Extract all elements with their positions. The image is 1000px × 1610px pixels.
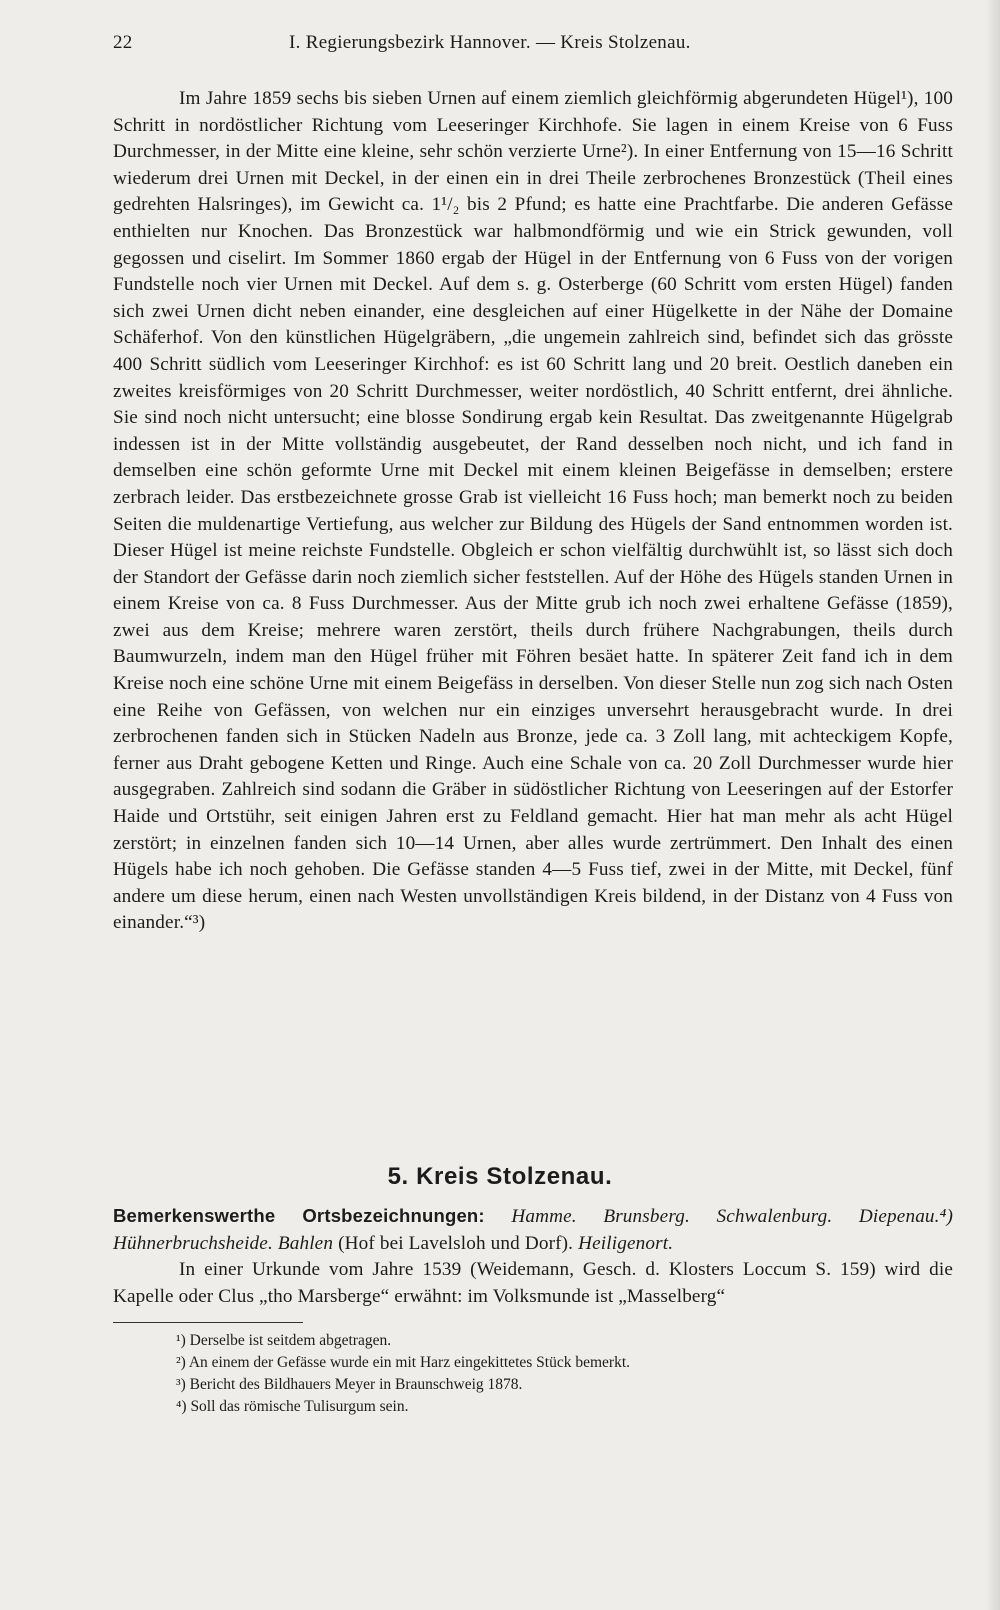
place-name-last: Heiligenort. — [578, 1232, 674, 1254]
page-header — [113, 32, 953, 62]
page-edge-shadow — [986, 0, 1000, 1610]
section-body — [113, 1203, 953, 1310]
place-names-paragraph — [113, 1203, 953, 1257]
place-names: Hamme. Brunsberg. Schwalenburg. Diepenau.⁴) Hühnerbruchsheide. Bahlen — [113, 1206, 953, 1254]
footnote-rule — [113, 1322, 303, 1323]
bahlen-note: (Hof bei Lavelsloh und Dorf). — [338, 1232, 574, 1254]
main-text — [113, 86, 953, 937]
page-number: 22 — [113, 32, 133, 53]
footnote: ⁴) Soll das römische Tulisurgum sein. — [176, 1398, 409, 1415]
footnote: ²) An einem der Gefässe wurde ein mit Harz eingekittetes Stück bemerkt. — [176, 1354, 630, 1371]
footnote: ¹) Derselbe ist seitdem abgetragen. — [176, 1332, 392, 1349]
footnote: ³) Bericht des Bildhauers Meyer in Braunschweig 1878. — [176, 1376, 523, 1393]
running-title: I. Regierungsbezirk Hannover. — Kreis Stolzenau. — [289, 32, 691, 53]
paragraph: Im Jahre 1859 sechs bis sieben Urnen auf einem ziemlich gleichförmig abgerundeten Hügel¹), 100 Schritt in nordöstlicher Richtung vom Leeseringer Kirchhofe. Sie lagen in einem Kreise von 6 Fuss Durchmesser, in der Mitte eine kleine, sehr schön verzierte Urne²). In einer Entfernung von 15—16 Schritt wiederum drei Urnen mit Deckel, in der einen ein in drei Theile zerbrochenes Bronzestück (Theil eines gedrehten Halsringes), im Gewicht ca. 1¹/₂ bis 2 Pfund; es hatte eine Prachtfarbe. Die anderen Gefässe enthielten nur Knochen. Das Bronzestück war halbmondförmig und wie ein Strick gewunden, voll gegossen und ciselirt. Im Sommer 1860 ergab der Hügel in der Entfernung von 6 Fuss von der vorigen Fundstelle noch vier Urnen mit Deckel. Auf dem s. g. Osterberge (60 Schritt vom ersten Hügel) fanden sich zwei Urnen dicht neben einander, eine desgleichen auf einer Hügelkette in der Nähe der Domaine Schäferhof. Von den künstlichen Hügelgräbern, „die ungemein zahlreich sind, befindet sich das grösste 400 Schritt südlich vom Leeseringer Kirchhof: es ist 60 Schritt lang und 20 breit. Oestlich daneben ein zweites kreisförmiges von 20 Schritt Durchmesser, weiter nordöstlich, 40 Schritt entfernt, drei ähnliche. Sie sind noch nicht untersucht; eine blosse Sondirung ergab kein Resultat. Das zweitgenannte Hügelgrab indessen ist in der Mitte vollständig ausgebeutet, der Rand desselben noch nicht, und ich fand in demselben eine schön geformte Urne mit Deckel mit einem kleinen Beigefässe in demselben; erstere zerbrach leider. Das erstbezeichnete grosse Grab ist vielleicht 16 Fuss hoch; man bemerkt noch zu beiden Seiten die muldenartige Vertiefung, aus welcher zur Bildung des Hügels der Sand entnommen worden ist. Dieser Hügel ist meine reichste Fundstelle. Obgleich er schon vielfältig durchwühlt ist, so lässt sich doch der Standort der Gefässe darin noch ziemlich sicher feststellen. Auf der Höhe des Hügels standen Urnen in einem Kreise von ca. 8 Fuss Durchmesser. Aus der Mitte grub ich noch zwei erhaltene Gefässe (1859), zwei aus dem Kreise; mehrere waren zerstört, theils durch frühere Nachgrabungen, theils durch Baumwurzeln, indem man den Hügel früher mit Föhren besäet hatte. In späterer Zeit fand ich in dem Kreise noch eine schöne Urne mit einem Beigefäss in derselben. Von dieser Stelle nun zog sich nach Osten eine Reihe von Gefässen, von welchen nur ein einziges unversehrt herausgebracht wurde. In drei zerbrochenen fanden sich in Stücken Nadeln aus Bronze, jede ca. 3 Zoll lang, mit achteckigem Kopfe, ferner aus Draht gebogene Ketten und Ringe. Auch eine Schale von ca. 20 Zoll Durchmesser wurde hier ausgegraben. Zahlreich sind sodann die Gräber in südöstlicher Richtung von Leeseringen auf der Estorfer Haide und Ortstühr, seit einigen Jahren erst zu Feldland gemacht. Hier hat man mehr als acht Hügel zerstört; in einzelnen fanden sich 10—14 Urnen, aber alles wurde zertrümmert. Den Inhalt des einen Hügels habe ich noch gehoben. Die Gefässe standen 4—5 Fuss tief, zwei in der Mitte, mit Deckel, fünf andere um diese herum, einen nach Westen unvollständigen Kreis bildend, in der Distanz von 4 Fuss von einander.“³) — [113, 88, 953, 934]
footnotes — [176, 1330, 936, 1418]
section-heading: 5. Kreis Stolzenau. — [387, 1163, 613, 1190]
paragraph: In einer Urkunde vom Jahre 1539 (Weidemann, Gesch. d. Klosters Loccum S. 159) wird die Kapelle oder Clus „tho Marsberge“ erwähnt: im Volksmunde ist „Masselberg“ — [113, 1259, 953, 1307]
notable-label: Bemerkenswerthe Ortsbezeichnungen: — [113, 1205, 485, 1226]
